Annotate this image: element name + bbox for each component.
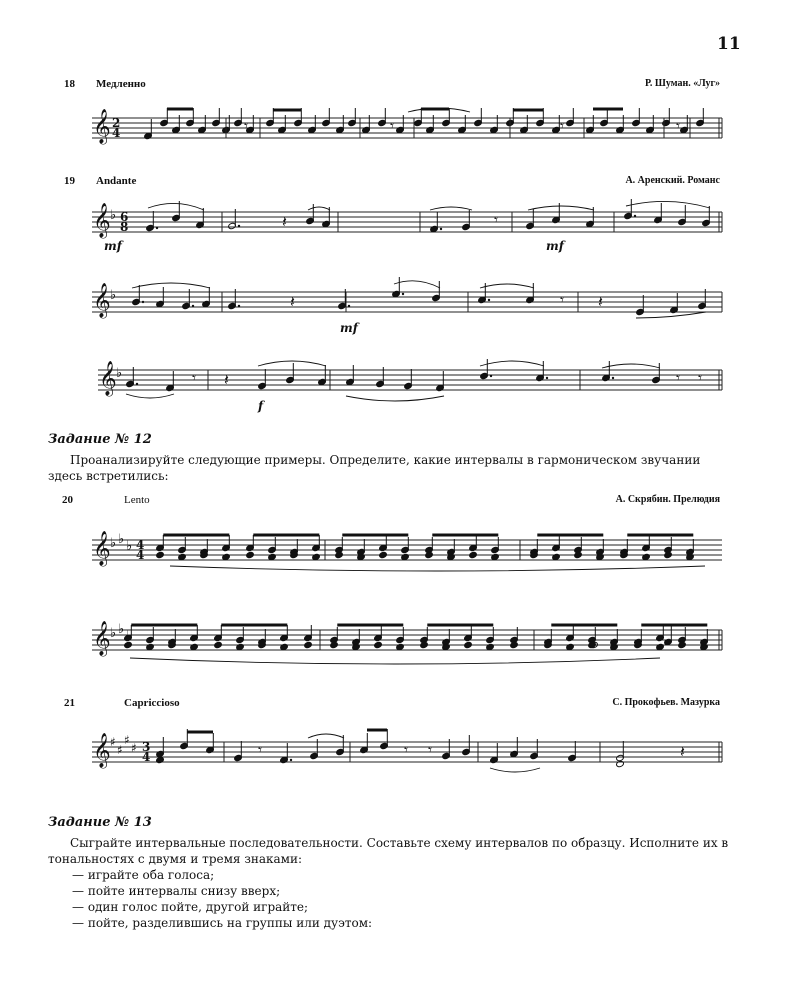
dot: [612, 377, 614, 379]
time-signature-numerator: 2: [112, 116, 121, 130]
note-head: [616, 760, 625, 767]
example-number-20: 20: [62, 494, 73, 506]
note-head: [469, 551, 478, 558]
dot: [546, 377, 548, 379]
eighth-rest-icon: 𝄾: [244, 117, 248, 135]
composer-18: Р. Шуман. «Луг»: [645, 78, 720, 89]
tempo-marking-20: Lento: [124, 494, 150, 506]
eighth-rest-icon: 𝄾: [560, 117, 564, 135]
note-head: [124, 641, 133, 648]
slur: [170, 566, 705, 571]
eighth-rest-icon: 𝄾: [494, 211, 498, 229]
flat-icon: ♭: [116, 366, 123, 381]
eighth-rest-icon: 𝄾: [698, 369, 702, 387]
eighth-rest-icon: 𝄾: [428, 741, 432, 759]
task-13-item-4: — пойте, разделившись на группы или дуэтом:: [72, 916, 373, 930]
composer-21: С. Прокофьев. Мазурка: [612, 697, 720, 708]
slur: [636, 312, 706, 318]
flat-icon: ♭: [118, 532, 125, 547]
eighth-rest-icon: 𝄾: [404, 741, 408, 759]
slur: [132, 283, 210, 288]
slur: [480, 284, 534, 288]
dot: [156, 227, 158, 229]
eighth-rest-icon: 𝄾: [676, 369, 680, 387]
sharp-icon: ♯: [117, 743, 123, 757]
tempo-marking-21: Capriccioso: [124, 697, 180, 709]
treble-clef-icon: 𝄞: [93, 109, 111, 144]
time-signature-denominator: 4: [142, 750, 151, 764]
slur: [126, 394, 174, 398]
dot: [136, 383, 138, 385]
slur: [148, 203, 204, 210]
task-13-text: Сыграйте интервальные последовательности. Составьте схему интервалов по образцу. Исполните их в тональностях с двумя и тремя знаками:: [48, 836, 729, 866]
dot: [142, 301, 144, 303]
dot: [488, 299, 490, 301]
note-head: [156, 551, 165, 558]
dynamic-f: f: [258, 399, 264, 413]
treble-clef-icon: 𝄞: [93, 283, 111, 318]
slur: [308, 734, 344, 738]
quarter-rest-icon: 𝄽: [680, 742, 685, 761]
composer-20: А. Скрябин. Прелюдия: [615, 494, 720, 505]
eighth-rest-icon: 𝄾: [390, 117, 394, 135]
eighth-rest-icon: 𝄾: [192, 369, 196, 387]
dot: [440, 228, 442, 230]
task-13-item-2: — пойте интервалы снизу вверх;: [72, 884, 281, 898]
slur: [528, 206, 594, 210]
example-number-18: 18: [64, 78, 75, 90]
time-signature-denominator: 4: [136, 548, 145, 562]
dynamic-mf: mf: [340, 321, 358, 335]
note-head: [246, 551, 255, 558]
dynamic-mf: mf: [104, 239, 122, 253]
dynamic-mf: mf: [546, 239, 564, 253]
dot: [290, 759, 292, 761]
tempo-marking-19: Andante: [96, 175, 137, 187]
flat-icon: ♭: [110, 208, 117, 223]
slur: [626, 201, 710, 208]
task-12-title: Задание № 12: [48, 432, 152, 447]
note-head: [379, 551, 388, 558]
quarter-rest-icon: 𝄽: [290, 292, 295, 311]
time-signature-numerator: 6: [120, 210, 129, 224]
page-number: 11: [717, 34, 741, 54]
dot: [238, 305, 240, 307]
sharp-icon: ♯: [131, 741, 137, 755]
note-head: [304, 641, 313, 648]
eighth-rest-icon: 𝄾: [676, 117, 680, 135]
sharp-icon: ♯: [110, 735, 116, 749]
note-head: [214, 641, 223, 648]
dot: [634, 215, 636, 217]
flat-icon: ♭: [118, 622, 125, 637]
treble-clef-icon: 𝄞: [93, 203, 111, 238]
quarter-rest-icon: 𝄽: [224, 370, 229, 389]
slur: [602, 364, 660, 368]
slur: [130, 658, 660, 664]
treble-clef-icon: 𝄞: [93, 733, 111, 768]
slur: [490, 768, 540, 772]
treble-clef-icon: 𝄞: [93, 621, 111, 656]
example-number-19: 19: [64, 175, 75, 187]
treble-clef-icon: 𝄞: [93, 531, 111, 566]
dot: [402, 293, 404, 295]
eighth-rest-icon: 𝄾: [258, 741, 262, 759]
task-12-text: Проанализируйте следующие примеры. Определите, какие интервалы в гармоническом звучании здесь встретились:: [48, 453, 701, 483]
sharp-icon: ♯: [124, 733, 130, 747]
note-head: [374, 641, 383, 648]
flat-icon: ♭: [110, 288, 117, 303]
dot: [192, 305, 194, 307]
slur: [346, 396, 444, 401]
note-head: [464, 641, 473, 648]
time-signature-denominator: 4: [112, 126, 121, 140]
eighth-rest-icon: 𝄾: [560, 291, 564, 309]
slur: [308, 207, 330, 210]
dot: [348, 305, 350, 307]
composer-19: А. Аренский. Романс: [625, 175, 720, 186]
quarter-rest-icon: 𝄽: [282, 212, 287, 231]
quarter-rest-icon: 𝄽: [598, 292, 603, 311]
flat-icon: ♭: [110, 626, 117, 641]
time-signature-numerator: 4: [136, 538, 145, 552]
task-13-item-3: — один голос пойте, другой играйте;: [72, 900, 309, 914]
dot: [238, 225, 240, 227]
flat-icon: ♭: [110, 536, 117, 551]
slur: [394, 281, 440, 288]
slur: [258, 361, 326, 366]
tempo-marking-18: Медленно: [96, 78, 146, 90]
flat-icon: ♭: [126, 539, 133, 554]
dot: [490, 375, 492, 377]
time-signature-denominator: 8: [120, 220, 129, 234]
slur: [430, 207, 472, 210]
treble-clef-icon: 𝄞: [99, 361, 117, 396]
task-13-title: Задание № 13: [48, 815, 152, 830]
task-13-item-1: — играйте оба голоса;: [72, 868, 215, 882]
example-number-21: 21: [64, 697, 75, 709]
time-signature-numerator: 3: [142, 740, 151, 754]
slur: [480, 361, 544, 366]
